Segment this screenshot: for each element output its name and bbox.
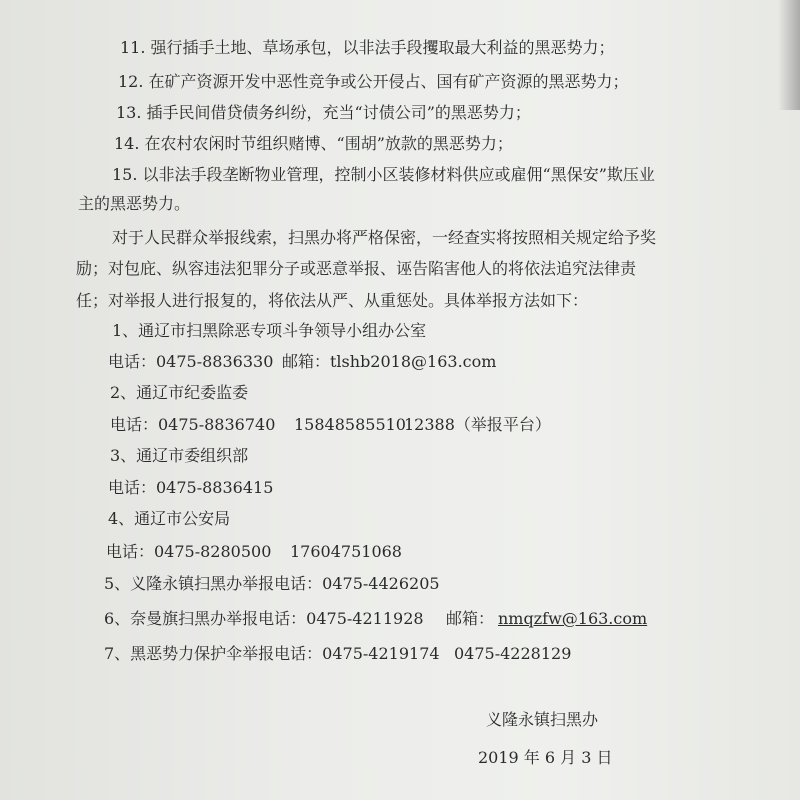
contact-5: 5、义隆永镇扫黑办举报电话：0475-4426205 bbox=[104, 574, 440, 593]
contact-7: 7、黑恶势力保护伞举报电话：0475-4219174 bbox=[104, 644, 440, 663]
paragraph-line-1: 对于人民群众举报线索，扫黑办将严格保密，一经查实将按照相关规定给予奖 bbox=[112, 228, 657, 247]
contact-7-phone-2: 0475-4228129 bbox=[454, 644, 572, 663]
contact-2-phone-2: 15848585510 bbox=[294, 415, 406, 434]
contact-6-email: nmqzfw@163.com bbox=[498, 609, 648, 628]
item-15-continued: 主的黑恶势力。 bbox=[78, 194, 191, 213]
item-13: 13. 插手民间借贷债务纠纷，充当“讨债公司”的黑恶势力； bbox=[116, 103, 531, 122]
paragraph-line-2: 励；对包庇、纵容违法犯罪分子或恶意举报、诬告陷害他人的将依法追究法律责 bbox=[76, 259, 637, 278]
page-edge-shadow bbox=[778, 0, 800, 110]
paragraph-line-3: 任；对举报人进行报复的，将依法从严、从重惩处。具体举报方法如下： bbox=[76, 291, 589, 310]
contact-1-title: 1、通辽市扫黑除恶专项斗争领导小组办公室 bbox=[112, 321, 427, 340]
contact-2-title: 2、通辽市纪委监委 bbox=[110, 383, 249, 402]
contact-6: 6、奈曼旗扫黑办举报电话：0475-4211928 bbox=[104, 609, 424, 628]
contact-6-email-label: 邮箱： bbox=[446, 609, 495, 628]
contact-3-phone: 电话：0475-8836415 bbox=[108, 478, 274, 497]
document-date: 2019 年 6 月 3 日 bbox=[478, 748, 613, 767]
signature: 义隆永镇扫黑办 bbox=[486, 710, 599, 729]
contact-2-phone: 电话：0475-8836740 bbox=[110, 415, 276, 434]
contact-2-phone-3: 12388（举报平台） bbox=[404, 415, 551, 434]
item-11: 11. 强行插手土地、草场承包，以非法手段攫取最大利益的黑恶势力； bbox=[120, 38, 615, 57]
contact-1-phone: 电话：0475-8836330 bbox=[108, 352, 274, 371]
contact-4-phone-2: 17604751068 bbox=[290, 542, 402, 561]
contact-4-phone: 电话：0475-8280500 bbox=[106, 542, 272, 561]
contact-1-email: 邮箱：tlshb2018@163.com bbox=[282, 352, 497, 371]
item-15: 15. 以非法手段垄断物业管理，控制小区装修材料供应或雇佣“黑保安”欺压业 bbox=[112, 165, 655, 184]
contact-4-title: 4、通辽市公安局 bbox=[108, 509, 231, 528]
contact-3-title: 3、通辽市委组织部 bbox=[110, 446, 249, 465]
item-14: 14. 在农村农闲时节组织赌博、“围胡”放款的黑恶势力； bbox=[114, 134, 513, 153]
item-12: 12. 在矿产资源开发中恶性竞争或公开侵占、国有矿产资源的黑恶势力； bbox=[118, 72, 629, 91]
